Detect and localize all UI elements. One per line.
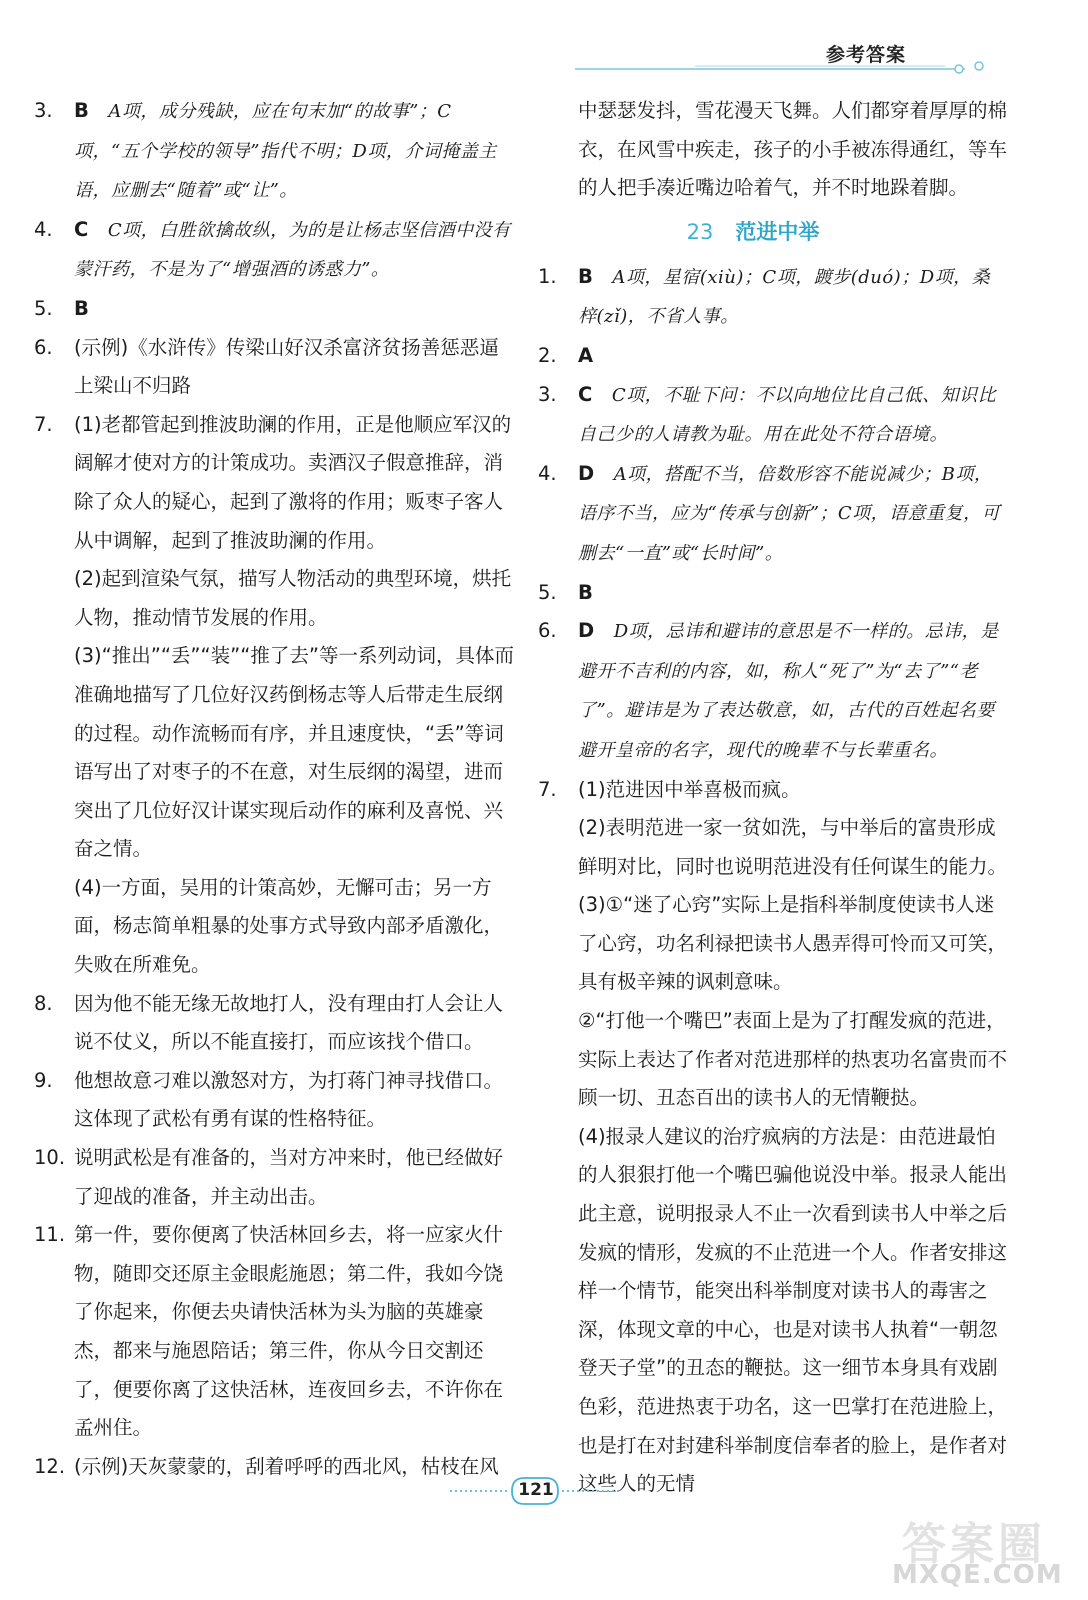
answer-text: C项，不耻下问：不以向地位比自己低、知识比自己少的人请教为耻。用在此处不符合语境。 <box>578 384 997 446</box>
answer-item <box>538 455 1008 574</box>
watermark-logo: 答案圈 <box>902 1519 1046 1570</box>
item-number: 2. <box>538 343 557 367</box>
answer-letter: A <box>578 343 594 367</box>
answer-item <box>34 406 514 560</box>
answer-subpart: ②“打他一个嘴巴”表面上是为了打醒发疯的范进，实际上表达了作者对范进那样的热衷功名富贵而不顾一切、丑态百出的读书人的无情鞭挞。 <box>578 1009 1008 1110</box>
answer-letter: B <box>74 99 89 122</box>
left-column <box>34 92 514 1486</box>
section-number: 23 <box>686 219 714 244</box>
answer-text: (1)老都管起到推波助澜的作用，正是他顺应军汉的阔解才使对方的计策成功。卖酒汉子假意推辞，消除了众人的疑心，起到了激将的作用；贩枣子客人从中调解，起到了推波助澜的作用。 <box>74 412 512 552</box>
answer-item <box>34 1216 514 1448</box>
header-title: 参考答案 <box>826 44 907 66</box>
answer-letter: D <box>578 461 595 485</box>
answer-text: (示例)天灰蒙蒙的，刮着呼呼的西北风，枯枝在风 <box>74 1454 499 1478</box>
answer-letter: B <box>578 264 593 288</box>
item-number: 9. <box>34 1068 53 1092</box>
answer-item <box>34 329 514 406</box>
answer-text: A项，搭配不当，倍数形容不能说减少；B项，语序不当，应为“传承与创新”；C项，语意重复，可删去“一直”或“长时间”。 <box>578 463 1001 564</box>
answer-item <box>538 612 1008 770</box>
item-number: 3. <box>538 382 557 406</box>
answer-item <box>34 1062 514 1139</box>
page-number: 121 <box>518 1480 554 1500</box>
section-title: 范进中举 <box>735 219 820 244</box>
answer-text: 说明武松是有准备的，当对方冲来时，他已经做好了迎战的准备，并主动出击。 <box>74 1146 504 1208</box>
answer-letter: B <box>74 296 89 320</box>
answer-text: C项，白胜欲擒故纵，为的是让杨志坚信酒中没有蒙汗药，不是为了“增强酒的诱惑力”。 <box>74 219 511 281</box>
item-number: 1. <box>538 264 557 288</box>
answer-subpart: (3)①“迷了心窍”实际上是指科举制度使读书人迷了心窍，功名利禄把读书人愚弄得可怜而又可笑，具有极辛辣的讽刺意味。 <box>578 893 1008 994</box>
answer-item <box>34 290 514 329</box>
answer-text: 他想故意刁难以激怒对方，为打蒋门神寻找借口。这体现了武松有勇有谋的性格特征。 <box>74 1068 504 1131</box>
item-number: 8. <box>34 991 53 1015</box>
answer-item <box>34 985 514 1062</box>
answer-item <box>34 211 514 290</box>
answer-letter: C <box>74 217 89 241</box>
answer-subpart: (2)起到渲染气氛，描写人物活动的典型环境，烘托人物，推动情节发展的作用。 <box>74 567 512 629</box>
item-number: 11. <box>34 1223 66 1247</box>
item-number: 5. <box>538 580 557 604</box>
item-number: 4. <box>538 461 557 485</box>
answer-item <box>538 771 1008 810</box>
right-answers <box>538 258 1008 1504</box>
answer-subpart: (4)报录人建议的治疗疯病的方法是：由范进最怕的人狠狠打他一个嘴巴骗他说没中举。报录人能出此主意，说明报录人不止一次看到读书人中举之后发疯的情形，发疯的不止范进一个人。作者安排这样一个情节，能突出科举制度对读书人的毒害之深，体现文章的中心，也是对读书人执着“一朝忽登天子堂”的丑态的鞭挞。这一细节本身具有戏剧色彩，范进热衷于功名，这一巴掌打在范进脸上，也是打在对封建科举制度信奉者的脸上，是作者对这些人的无情 <box>578 1124 1008 1496</box>
answer-text: 因为他不能无缘无故地打人，没有理由打人会让人说不仗义，所以不能直接打，而应该找个借口。 <box>74 991 504 1054</box>
section-heading <box>538 212 1008 252</box>
answer-item <box>538 337 1008 376</box>
answer-item <box>538 574 1008 613</box>
item-number: 5. <box>34 296 53 320</box>
answer-item <box>34 92 514 211</box>
answer-item <box>538 258 1008 337</box>
answer-subpart: (4)一方面，吴用的计策高妙，无懈可击；另一方面，杨志简单粗暴的处事方式导致内部矛盾激化，失败在所难免。 <box>74 875 504 977</box>
answer-text: (示例)《水浒传》传梁山好汉杀富济贫扬善惩恶逼上梁山不归路 <box>74 335 499 398</box>
answer-letter: D <box>578 619 595 643</box>
item-number: 10. <box>34 1146 66 1170</box>
answer-letter: B <box>578 580 593 604</box>
answer-text: A项，成分残缺，应在句末加“的故事”；C项，“五个学校的领导”指代不明；D项，介词掩盖主语，应删去“随着”或“让”。 <box>74 101 497 202</box>
header-rule <box>575 60 985 74</box>
answer-text: A项，星宿(xiù)；C项，踱步(duó)；D项，桑梓(zǐ)，不省人事。 <box>578 266 991 328</box>
answer-text: (1)范进因中举喜极而疯。 <box>578 777 801 801</box>
item-number: 3. <box>34 99 53 122</box>
answer-subpart: (2)表明范进一家一贫如洗，与中举后的富贵形成鲜明对比，同时也说明范进没有任何谋生的能力。 <box>578 816 1008 878</box>
answer-item <box>34 1139 514 1216</box>
answer-item <box>34 1448 514 1487</box>
answer-letter: C <box>578 382 593 406</box>
item-number: 7. <box>34 412 53 436</box>
item-number: 7. <box>538 777 557 801</box>
item-number: 12. <box>34 1454 66 1478</box>
answer-text: D项，忌讳和避讳的意思是不一样的。忌讳，是避开不吉利的内容，如，称人“死了”为“去了”“老了”。避讳是为了表达敬意，如，古代的百姓起名要避开皇帝的名字，现代的晚辈不与长辈重名。 <box>578 621 999 761</box>
answer-item <box>538 376 1008 455</box>
answer-subpart: (3)“推出”“丢”“装”“推了去”等一系列动词，具体而准确地描写了几位好汉药倒杨志等人后带走生辰纲的过程。动作流畅而有序，并且速度快，“丢”等词语写出了对枣子的不在意，对生辰纲的渴望，进而突出了几位好汉计谋实现后动作的麻利及喜悦、兴奋之情。 <box>74 644 514 861</box>
continuation-text: 中瑟瑟发抖，雪花漫天飞舞。人们都穿着厚厚的棉衣，在风雪中疾走，孩子的小手被冻得通红，等车的人把手凑近嘴边哈着气，并不时地跺着脚。 <box>578 99 1008 200</box>
item-number: 4. <box>34 217 53 241</box>
right-column <box>538 92 1008 1504</box>
item-number: 6. <box>34 335 53 359</box>
answer-text: 第一件，要你便离了快活林回乡去，将一应家火什物，随即交还原主金眼彪施恩；第二件，我如今饶了你起来，你便去央请快活林为头为脑的英雄豪杰，都来与施恩陪话；第三件，你从今日交割还了，便要你离了这快活林，连夜回乡去，不许你在孟州住。 <box>74 1223 504 1440</box>
watermark-url: MXQE.COM <box>892 1560 1063 1590</box>
item-number: 6. <box>538 619 557 643</box>
